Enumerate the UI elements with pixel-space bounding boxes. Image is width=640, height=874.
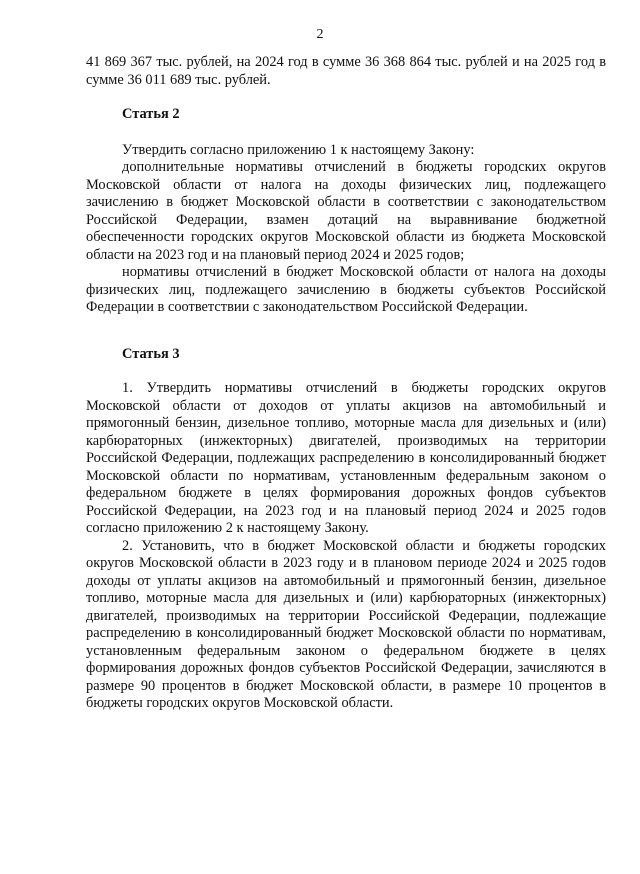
article-2-paragraph-3: нормативы отчислений в бюджет Московской области от налога на доходы физических лиц, подлежащего зачислению в бюджеты субъектов Российской Федерации в соответствии с законодательством Российской Федерации. [86, 264, 606, 315]
article-3-heading: Статья 3 [122, 345, 180, 362]
article-3-paragraph-2: 2. Установить, что в бюджет Московской области и бюджеты городских округов Московской области в 2023 году и в плановом периоде 2024 и 2025 годов доходы от уплаты акцизов на автомобильный и прямогонный бензин, дизельное топливо, моторные масла для дизельных и (или) карбюраторных (инжекторных) двигателей, производимых на территории Российской Федерации, подлежащие распределению в консолидированный бюджет Московской области по нормативам, установленным федеральным законом о федеральном бюджете в целях формирования дорожных фондов субъектов Российской Федерации, зачисляются в размере 90 процентов в бюджет Московской области, в размере 10 процентов в бюджеты городских округов Московской области. [86, 537, 606, 711]
document-body [86, 54, 606, 713]
article-3-paragraph-1: 1. Утвердить нормативы отчислений в бюджеты городских округов Московской области от доходов от уплаты акцизов на автомобильный и прямогонный бензин, дизельное топливо, моторные масла для дизельных и (или) карбюраторных (инжекторных) двигателей, производимых на территории Российской Федерации, подлежащих распределению в консолидированный бюджет Московской области по нормативам, установленным федеральным законом о федеральном бюджете в целях формирования дорожных фондов субъектов Российской Федерации, на 2023 год и на плановый период 2024 и 2025 годов согласно приложению 2 к настоящему Закону. [86, 380, 606, 536]
article-2-paragraph-2: дополнительные нормативы отчислений в бюджеты городских округов Московской области от налога на доходы физических лиц, подлежащего зачислению в бюджет Московской области в соответствии с законодательством Российской Федерации, взамен дотаций на выравнивание бюджетной обеспеченности городских округов Московской области из бюджета Московской области на 2023 год и на плановый период 2024 и 2025 годов; [86, 159, 606, 263]
article-2-heading: Статья 2 [122, 106, 180, 122]
page-number: 2 [316, 27, 324, 42]
article-2-paragraph-1: Утвердить согласно приложению 1 к настоящему Закону: [122, 141, 475, 158]
intro-fragment: 41 869 367 тыс. рублей, на 2024 год в сумме 36 368 864 тыс. рублей и на 2025 год в сумме 36 011 689 тыс. рублей. [86, 54, 606, 88]
